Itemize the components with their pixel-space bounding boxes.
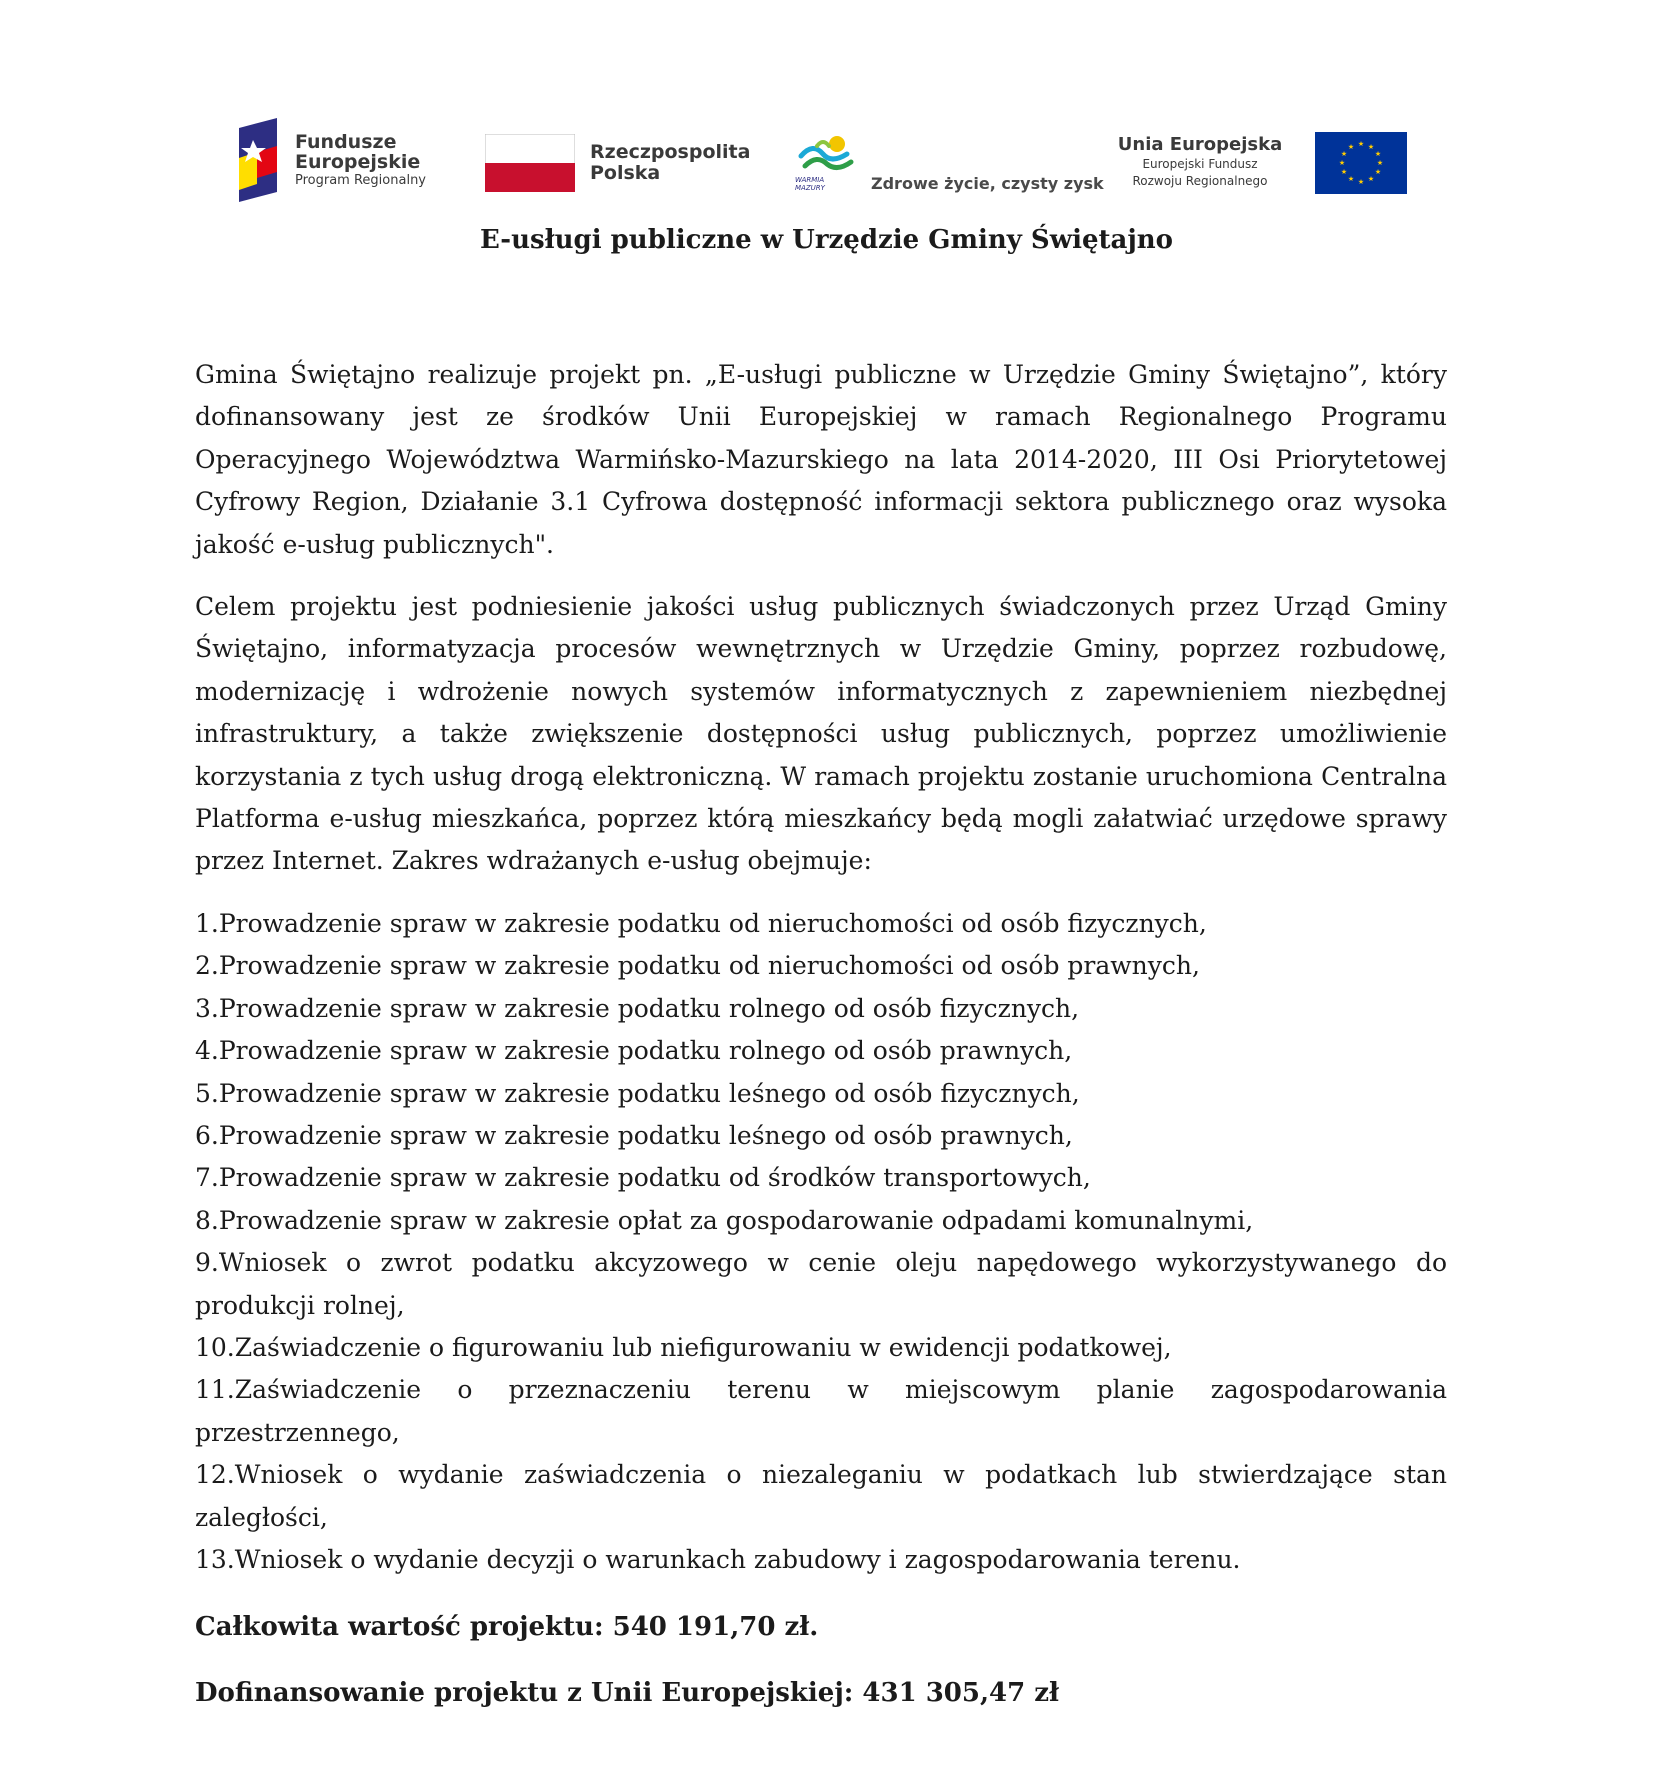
warmia-mazury-logo [797,132,857,180]
svg-text:★: ★ [1367,143,1375,151]
svg-text:★: ★ [1376,159,1384,167]
list-item: 3.Prowadzenie spraw w zakresie podatku rolnego od osób fizycznych, [195,993,1080,1023]
fundusze-line2: Europejskie [295,151,421,173]
list-item: 12.Wniosek o wydanie zaświadczenia o niezaleganiu w podatkach lub stwierdzające stan zaległości, [195,1460,1447,1532]
logo-header [235,118,1415,203]
svg-text:★: ★ [1347,175,1355,183]
list-item: 7.Prowadzenie spraw w zakresie podatku od środków transportowych, [195,1163,1091,1193]
fundusze-europejskie-icon [235,118,285,202]
list-item: 13.Wniosek o wydanie decyzji o warunkach zabudowy i zagospodarowania terenu. [195,1544,1241,1574]
svg-text:★: ★ [1338,159,1346,167]
document-body [195,354,1447,1737]
fundusze-line3: Program Regionalny [295,173,426,188]
list-item: 10.Zaświadczenie o figurowaniu lub niefigurowaniu w ewidencji podatkowej, [195,1332,1172,1362]
list-item: 8.Prowadzenie spraw w zakresie opłat za gospodarowanie odpadami komunalnymi, [195,1205,1254,1235]
svg-text:★: ★ [1340,150,1348,158]
warmia-small2: MAZURY [795,184,825,192]
svg-text:★: ★ [1347,143,1355,151]
fundusze-europejskie-logo [235,118,285,206]
list-item: 5.Prowadzenie spraw w zakresie podatku leśnego od osób fizycznych, [195,1078,1080,1108]
list-item: 9.Wniosek o zwrot podatku akcyzowego w cenie oleju napędowego wykorzystywanego do produkcji rolnej, [195,1248,1447,1320]
paragraph-intro: Gmina Świętajno realizuje projekt pn. „E-usługi publiczne w Urzędzie Gminy Świętajno”, który dofinansowany jest ze środków Unii Europejskiej w ramach Regionalnego Programu Operacyjnego Województwa Warmińsko-Mazurskiego na lata 2014-2020, III Osi Priorytetowej Cyfrowy Region, Działanie 3.1 Cyfrowa dostępność informacji sektora publicznego oraz wysoka jakość e-usług publicznych". [195,360,1447,559]
svg-text:★: ★ [1374,168,1382,176]
services-list [195,903,1447,1582]
eu-line1: Unia Europejska [1117,134,1283,155]
polska-line2: Polska [590,162,661,184]
svg-text:★: ★ [1340,168,1348,176]
list-item: 2.Prowadzenie spraw w zakresie podatku od nieruchomości od osób prawnych, [195,951,1200,981]
list-item: 11.Zaświadczenie o przeznaczeniu terenu w miejscowym planie zagospodarowania przestrzennego, [195,1375,1447,1447]
warmia-mazury-caption [795,176,825,192]
warmia-small1: WARMIA [795,176,825,184]
eu-flag-icon [1315,132,1407,194]
list-item: 6.Prowadzenie spraw w zakresie podatku leśnego od osób prawnych, [195,1120,1073,1150]
svg-text:★: ★ [1374,150,1382,158]
svg-text:★: ★ [1357,178,1365,186]
eu-line2: Europejski Fundusz [1142,157,1258,171]
total-value: Całkowita wartość projektu: 540 191,70 zł. [195,1612,819,1643]
paragraph-goals: Celem projektu jest podniesienie jakości usług publicznych świadczonych przez Urząd Gminy Świętajno, informatyzacja procesów wewnętrznych w Urzędzie Gminy, poprzez rozbudowę, modernizację i wdrożenie nowych systemów informatycznych z zapewnieniem niezbędnej infrastruktury, a także zwiększenie dostępności usług publicznych, poprzez umożliwienie korzystania z tych usług drogą elektroniczną. W ramach projektu zostanie uruchomiona Centralna Platforma e-usług mieszkańca, poprzez którą mieszkańcy będą mogli załatwiać urzędowe sprawy przez Internet. Zakres wdrażanych e-usług obejmuje: [195,592,1447,876]
polska-line1: Rzeczpospolita [590,141,751,163]
warmia-mazury-icon [797,132,857,176]
svg-text:★: ★ [1367,175,1375,183]
document-title: E-usługi publiczne w Urzędzie Gminy Świętajno [479,225,1174,255]
polish-flag-icon [485,134,575,192]
eu-line3: Rozwoju Regionalnego [1132,174,1268,188]
list-item: 4.Prowadzenie spraw w zakresie podatku rolnego od osób prawnych, [195,1036,1073,1066]
list-item: 1.Prowadzenie spraw w zakresie podatku od nieruchomości od osób fizycznych, [195,908,1207,938]
polish-flag [485,134,575,196]
fundusze-europejskie-text [295,132,426,190]
svg-text:★: ★ [1357,140,1365,148]
eu-funding: Dofinansowanie projektu z Unii Europejskiej: 431 305,47 zł [195,1678,1060,1709]
warmia-slogan: Zdrowe życie, czysty zysk [871,174,1104,193]
polska-text [590,142,750,184]
fundusze-line1: Fundusze [295,131,397,153]
eu-text [1100,134,1300,190]
eu-flag [1315,132,1407,198]
